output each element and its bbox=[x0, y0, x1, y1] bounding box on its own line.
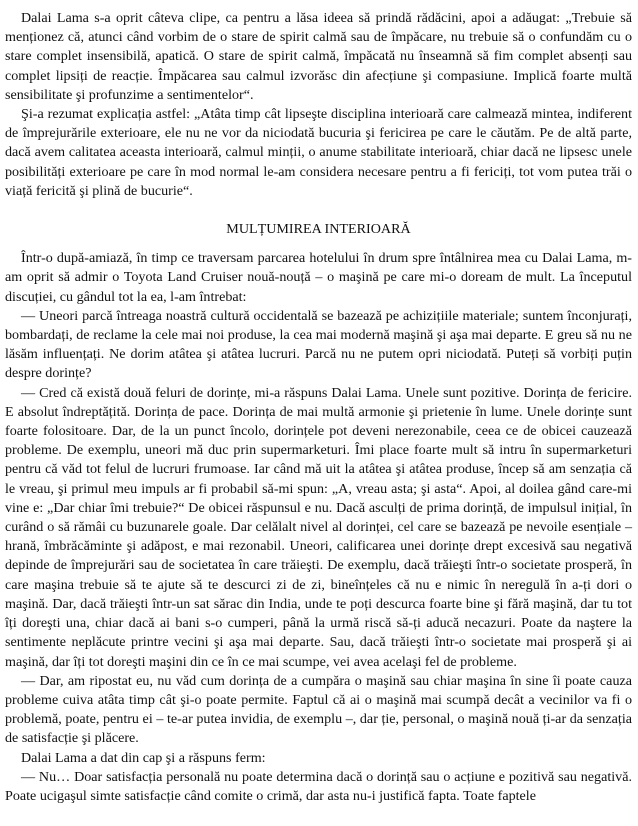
paragraph: — Uneori parcă întreaga noastră cultură occidentală se bazează pe achizițiile materiale; suntem înconjurați, bombardați, de reclame la cele mai noi produse, la cea mai modernă maşină şi aşa mai departe. E greu să nu ne lăsăm influențați. Ne dorim atâtea şi atâtea lucruri. Parcă nu ne putem opri niciodată. Puteți să vorbiți puțin despre dorințe? bbox=[5, 307, 632, 382]
paragraph: — Dar, am ripostat eu, nu văd cum dorința de a cumpăra o maşină sau chiar maşina în sine îi poate cauza probleme cuiva atâta timp cât şi-o poate permite. Faptul că ai o maşină mai scumpă decât a vecinilor va fi o problemă, poate, pentru ei – te-ar putea invidia, de exemplu –, dar ție, personal, o maşină nouă ți-ar da senzația de satisfacție şi plăcere. bbox=[5, 672, 632, 747]
paragraph: Dalai Lama s-a oprit câteva clipe, ca pentru a lăsa ideea să prindă rădăcini, apoi a adăugat: „Trebuie să menționez că, atunci când vorbim de o stare de spirit calmă sau de împăcare, nu trebuie să o confundăm cu o stare complet insensibilă, apatică. O stare de spirit calmă, împăcată nu înseamnă să fim complet absenți sau complet lipsiți de reacție. Împăcarea sau calmul izvorăsc din afecțiune şi compasiune. Implică foarte multă sensibilitate şi profunzime a sentimentelor“. bbox=[5, 10, 632, 103]
section-spacer bbox=[5, 201, 632, 220]
paragraph: Într-o după-amiază, în timp ce traversam parcarea hotelului în drum spre întâlnirea mea cu Dalai Lama, m-am oprit să admir o Toyota Land Cruiser nouă-nouță – o maşină pe care mi-o doream de mult. La începutul discuției, cu gândul tot la ea, l-am întrebat: bbox=[5, 250, 632, 305]
section-title: MULȚUMIREA INTERIOARĂ bbox=[226, 221, 411, 238]
paragraph: Şi-a rezumat explicația astfel: „Atâta timp cât lipseşte disciplina interioară care calmează mintea, indiferent de împrejurările exterioare, ele nu ne vor da niciodată bucuria şi fericirea pe care le căutăm. Pe de altă parte, dacă avem calitatea aceasta interioară, calmul minții, o anume stabilitate interioară, chiar dacă ne lipsesc unele posibilități exterioare pe care în mod normal le-am considera necesare pentru a fi fericiți, tot vom putea trăi o viață fericită şi plină de bucurie“. bbox=[5, 106, 632, 199]
paragraph: — Nu… Doar satisfacția personală nu poate determina dacă o dorință sau o acțiune e pozitivă sau negativă. Poate ucigaşul simte satisfacție când comite o crimă, dar asta nu-i justifică fapta. Toate faptele bbox=[5, 768, 632, 804]
paragraph: Dalai Lama a dat din cap şi a răspuns ferm: bbox=[21, 749, 266, 766]
paragraph: — Cred că există două feluri de dorințe, mi-a răspuns Dalai Lama. Unele sunt pozitive. Dorința de fericire. E absolut îndreptățită. Dorința de pace. Dorința de mai multă armonie şi prietenie în lume. Unele dorințe sunt foarte folositoare. Dar, de la un punct încolo, dorințele pot deveni nerezonabile, ceea ce de obicei cauzează probleme. De exemplu, uneori mă duc prin supermarketuri. Îmi place foarte mult să intru în supermarketuri pentru că văd tot felul de lucruri frumoase. Iar când mă uit la atâtea şi atâtea produse, încep să am senzația că le vreau, şi primul meu impuls ar fi probabil să-mi spun: „A, vreau asta; şi asta“. Apoi, al doilea gând care-mi vine e: „Dar chiar îmi trebuie?“ De obicei răspunsul e nu. Dacă asculți de prima dorință, de impulsul inițial, în curând o să rămâi cu buzunarele goale. Dar celălalt nivel al dorinței, cel care se bazează pe nevoile esențiale – hrană, îmbrăcăminte şi adăpost, e mai rezonabil. Uneori, calificarea unei dorințe drept excesivă sau negativă depinde de împrejurări sau de societatea în care trăieşti. De exemplu, dacă trăieşti într-o societate prosperă, în care maşina trebuie să te ajute să te descurci zi de zi, bineînțeles că nu e nimic în neregulă în a-ți dori o maşină. Dar, dacă trăieşti într-un sat sărac din India, unde te poți descurca foarte bine şi fără maşină, dar tu tot îți doreşti una, chiar dacă ai bani s-o cumperi, până la urmă riscă să-ți aducă necazuri. Poate da naştere la sentimente neplăcute printre vecini şi aşa mai departe. Sau, dacă trăieşti într-o societate mai prosperă şi ai maşină, dar îți tot doreşti maşini din ce în ce mai scumpe, vei avea acelaşi fel de probleme. bbox=[5, 384, 632, 670]
